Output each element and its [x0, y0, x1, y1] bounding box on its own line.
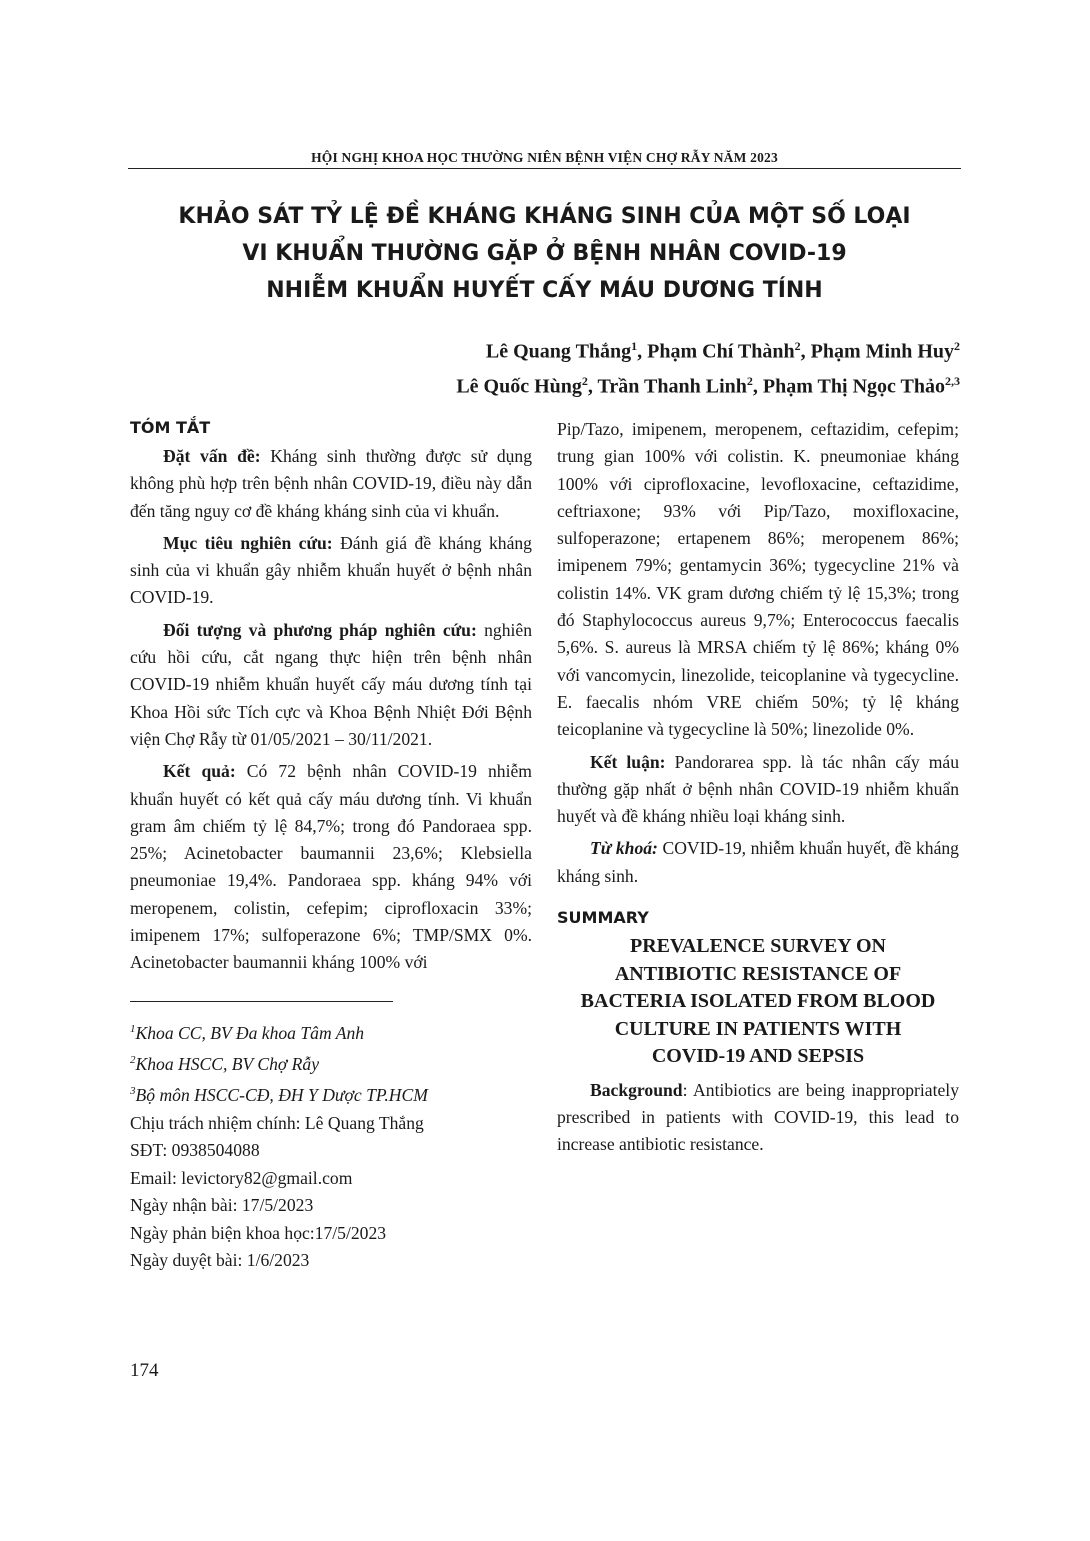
author-line: Lê Quốc Hùng$^2$, Trần Thanh Linh$^2$, Phạm Thị Ngọc Thảo$^{2,3}$ — [456, 373, 960, 398]
title-line: VI KHUẨN THƯỜNG GẶP Ở BỆNH NHÂN COVID-19 — [242, 241, 847, 266]
abstract-results — [130, 758, 532, 976]
author-name: Trần Thanh Linh — [597, 375, 747, 398]
header-divider — [128, 168, 961, 169]
abstract-objective — [130, 530, 532, 612]
footnote-marker: 2 — [130, 1054, 136, 1066]
author-name: Lê Quang Thắng — [485, 340, 632, 363]
author-affiliation: 2 — [581, 373, 588, 388]
english-title-line: PREVALENCE SURVEY ON — [629, 935, 886, 958]
english-title-line: ANTIBIOTIC RESISTANCE OF — [614, 962, 902, 985]
english-title-line: CULTURE IN PATIENTS WITH — [614, 1017, 902, 1040]
author-list — [160, 332, 960, 401]
abstract-keywords — [557, 835, 959, 890]
summary-heading: SUMMARY — [557, 908, 649, 928]
background-label: Đặt vấn đề: — [163, 446, 261, 466]
abstract-methods — [130, 617, 532, 753]
objective-text: Đánh giá đề kháng kháng sinh của vi khuẩn gây nhiễm khuẩn huyết ở bệnh nhân COVID-19. — [130, 532, 532, 608]
author-affiliation: 2 — [794, 339, 801, 353]
background-text: Kháng sinh thường được sử dụng không phù hợp trên bệnh nhân COVID-19, điều này dẫn đến tăng nguy cơ đề kháng kháng sinh của vi khuẩn. — [130, 446, 533, 521]
author-name: Lê Quốc Hùng — [456, 375, 582, 398]
author-affiliation: 2 — [746, 373, 753, 388]
summary-background-label: Background — [590, 1079, 683, 1100]
results-text: Có 72 bệnh nhân COVID-19 nhiễm khuẩn huyết có kết quả cấy máu dương tính. Vi khuẩn gram âm chiếm tỷ lệ 84,7%; trong đó Pandoraea spp. 25%; Acinetobacter baumannii 23,6%; Klebsiella pneumoniae 19,4%. Pandoraea spp. kháng 94% với meropenem, colistin, cefepim; ciprofloxacin 33%; imipenem 17%; sulfoperazone 6%; TMP/SMX 0%. Acinetobacter baumannii kháng 100% với — [130, 761, 532, 973]
left-column — [130, 416, 532, 1275]
keywords-text: COVID-19, nhiễm khuẩn huyết, đề kháng kháng sinh. — [557, 838, 959, 886]
author-affiliation: 2,3 — [945, 373, 960, 388]
phone-number: SĐT: 0938504088 — [130, 1140, 260, 1161]
title-line: KHẢO SÁT TỶ LỆ ĐỀ KHÁNG KHÁNG SINH CỦA MỘT SỐ LOẠI — [178, 204, 911, 229]
objective-label: Mục tiêu nghiên cứu: — [163, 532, 333, 553]
corresponding-author: Chịu trách nhiệm chính: Lê Quang Thắng — [130, 1112, 424, 1133]
methods-label: Đối tượng và phương pháp nghiên cứu: — [163, 619, 477, 640]
email-address: Email: levictory82@gmail.com — [130, 1167, 353, 1188]
review-date: Ngày phản biện khoa học:17/5/2023 — [130, 1222, 387, 1243]
author-affiliation: 2 — [954, 339, 960, 353]
abstract-heading: TÓM TẮT — [130, 418, 211, 437]
author-name: Phạm Minh Huy — [810, 340, 954, 363]
article-title — [128, 198, 961, 309]
page-number: 174 — [130, 1360, 159, 1381]
accepted-date: Ngày duyệt bài: 1/6/2023 — [130, 1250, 310, 1271]
received-date: Ngày nhận bài: 17/5/2023 — [130, 1195, 314, 1216]
running-head: HỘI NGHỊ KHOA HỌC THƯỜNG NIÊN BỆNH VIỆN CHỢ RẪY NĂM 2023 — [311, 150, 778, 165]
abstract-conclusion — [557, 749, 959, 831]
footnote-marker: 3 — [130, 1085, 136, 1098]
english-title-line: BACTERIA ISOLATED FROM BLOOD — [580, 990, 936, 1013]
title-line: NHIỄM KHUẨN HUYẾT CẤY MÁU DƯƠNG TÍNH — [266, 278, 823, 303]
conclusion-label: Kết luận: — [590, 751, 666, 772]
author-name: Phạm Thị Ngọc Thảo — [762, 375, 945, 398]
results-label: Kết quả: — [163, 761, 236, 782]
abstract-background — [130, 443, 532, 525]
summary-background-text: : Antibiotics are being inappropriately prescribed in patients with COVID-19, this lead to increase antibiotic resistance. — [557, 1079, 959, 1155]
results-continued: Pip/Tazo, imipenem, meropenem, ceftazidim, cefepim; trung gian 100% với colistin. K. pneumoniae kháng 100% với ciprofloxacine, levofloxacine, ceftazidime, ceftriaxone; 93% với Pip/Tazo, moxifloxacine, sulfoperazone; ertapenem 86%; meropenem 86%; imipenem 79%; gentamycin 36%; tygecycline 21% và colistin 14%. VK gram dương chiếm tỷ lệ 15,3%; trong đó Staphylococcus aureus 9,7%; Enterococcus faecalis 5,6%. S. aureus là MRSA chiếm tỷ lệ 86%; kháng 0% với vancomycin, linezolide, teicoplanine và tygecycline. E. faecalis nhóm VRE chiếm 50%; tỷ lệ kháng teicoplanine và tygecycline là 50%; linezolide 0%. — [557, 419, 959, 740]
author-affiliation: 1 — [631, 339, 638, 353]
author-name: Phạm Chí Thành — [647, 340, 795, 363]
footnote-affiliation: $^1$Khoa CC, BV Đa khoa Tâm Anh — [130, 1022, 365, 1043]
right-column — [557, 416, 959, 1163]
footnote-divider — [130, 1001, 393, 1002]
summary-background — [557, 1077, 959, 1159]
keywords-label: Từ khoá: — [590, 838, 658, 859]
footnote-marker: 1 — [130, 1022, 136, 1035]
footnote-affiliation: $^3$Bộ môn HSCC-CĐ, ĐH Y Dược TP.HCM — [130, 1085, 428, 1106]
english-title-line: COVID-19 AND SEPSIS — [651, 1045, 865, 1068]
english-title — [557, 933, 959, 1071]
author-line: Lê Quang Thắng$^1$, Phạm Chí Thành$^2$, Phạm Minh Huy$^2$ — [485, 339, 960, 363]
conclusion-text: Pandorarea spp. là tác nhân cấy máu thường gặp nhất ở bệnh nhân COVID-19 nhiễm khuẩn huyết và đề kháng nhiều loại kháng sinh. — [557, 751, 959, 827]
footnote-affiliation: $^2$Khoa HSCC, BV Chợ Rẫy — [130, 1053, 320, 1074]
methods-text: nghiên cứu hồi cứu, cắt ngang thực hiện trên bệnh nhân COVID-19 nhiễm khuẩn huyết cấy máu dương tính tại Khoa Hồi sức Tích cực và Khoa Bệnh Nhiệt Đới Bệnh viện Chợ Rẫy từ 01/05/2021 – 30/11/2021. — [130, 619, 532, 749]
